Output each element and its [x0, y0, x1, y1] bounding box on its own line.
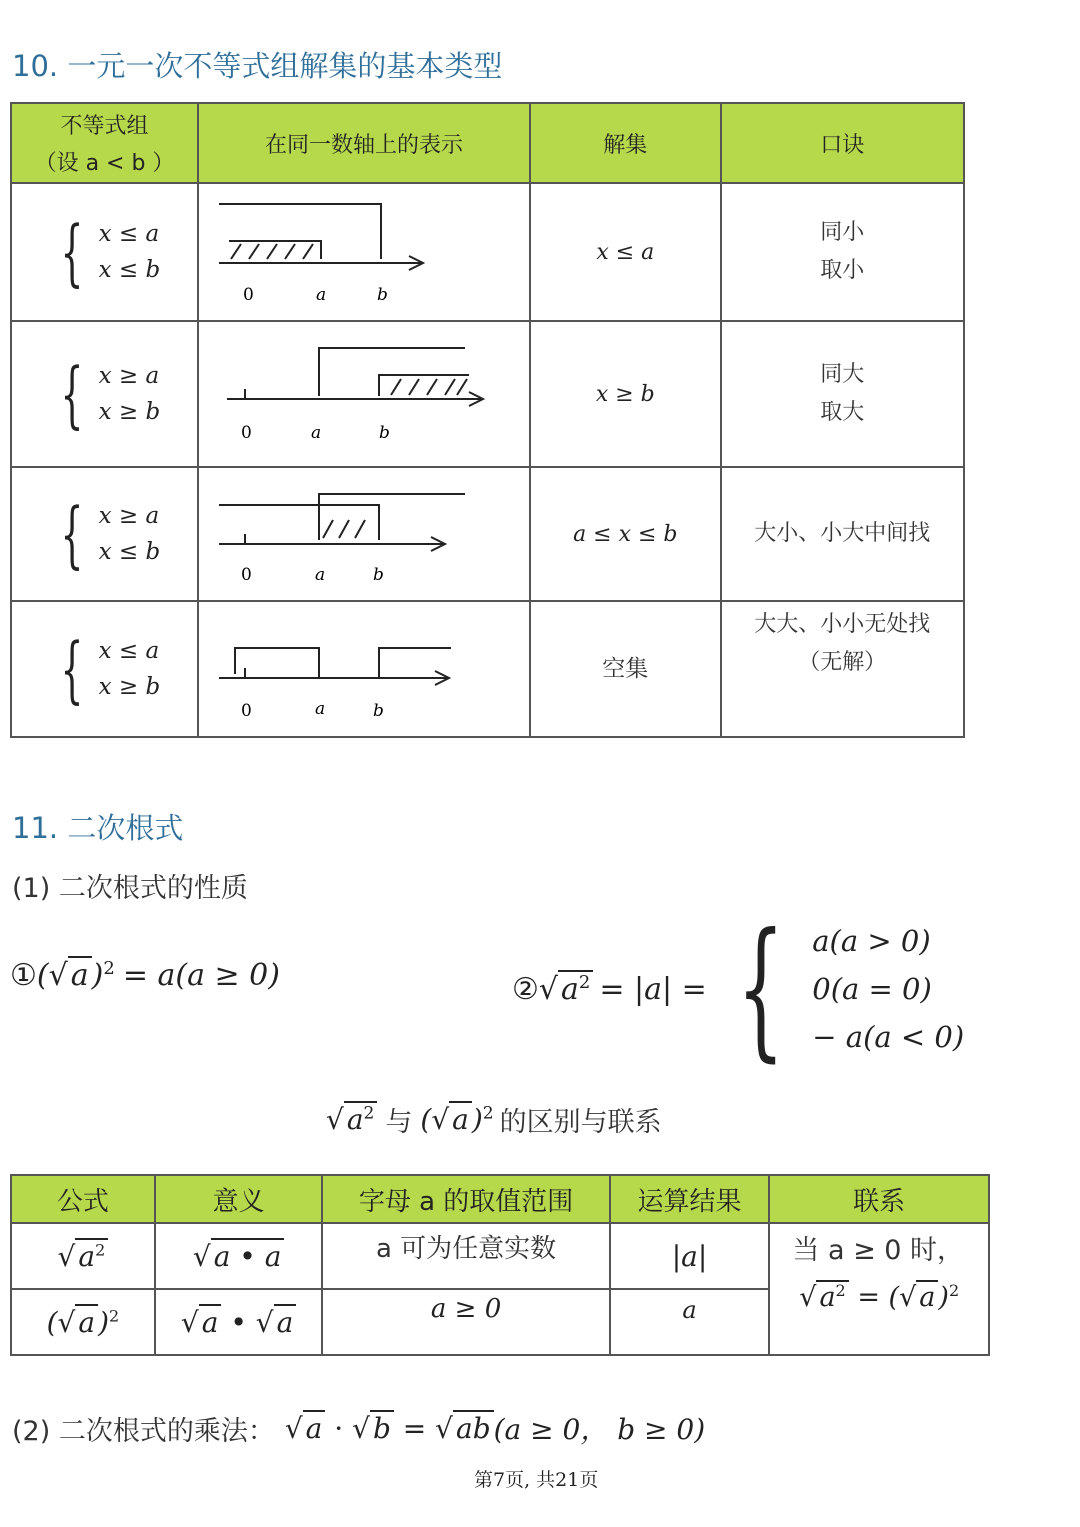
tick-label: b	[373, 701, 384, 721]
section-10-title: 10. 一元一次不等式组解集的基本类型	[12, 49, 503, 83]
numberline-cell	[198, 601, 530, 737]
multiplication-condition: (a ≥ 0， b ≥ 0)	[493, 1413, 706, 1446]
solution-cell: x ≥ b	[530, 321, 721, 467]
tick-label: b	[379, 423, 390, 443]
header-result: 运算结果	[610, 1175, 770, 1223]
header-system-line1: 不等式组	[60, 114, 149, 139]
system-line: x ≥ a	[98, 503, 160, 529]
mnemonic-line: 同小	[820, 220, 865, 245]
property-2-abs: = |a| =	[599, 971, 707, 1007]
inequality-table-header	[11, 103, 964, 183]
system-line: x ≤ a	[98, 221, 160, 247]
system-line: x ≥ b	[98, 399, 161, 425]
property-1-number: ①	[10, 958, 37, 993]
radical-table-header	[11, 1175, 989, 1223]
sqrt-of-a-squared: √ $a^2$	[539, 972, 593, 1007]
mnemonic-cell	[721, 321, 964, 467]
header-formula: 公式	[11, 1175, 155, 1223]
tick-label: 0	[241, 423, 252, 443]
tick-label: a	[315, 565, 326, 585]
number-line-diagram	[201, 468, 527, 594]
section-11-title: 11. 二次根式	[12, 811, 184, 845]
system-line: x ≥ a	[98, 363, 160, 389]
mnemonic-line: 取大	[820, 400, 865, 425]
comparison-tail: 的区别与联系	[499, 1107, 662, 1138]
system-line: x ≤ a	[98, 638, 160, 664]
table-row	[11, 601, 964, 737]
comparison-title	[326, 1100, 662, 1139]
result-cell: a	[610, 1289, 770, 1355]
range-cell: a 可为任意实数	[322, 1223, 609, 1289]
formula-cell: (√ a )$^2$	[11, 1289, 155, 1355]
sqrt-of-a-squared: √ $a^2$	[326, 1103, 377, 1136]
sqrt-a-squared: (√ a )$^2$	[36, 958, 115, 993]
table-row	[11, 1223, 989, 1289]
system-line: x ≥ b	[98, 674, 161, 700]
system-cell: { x ≤ a x ≤ b	[11, 183, 198, 321]
mnemonic-line: 大小、小大中间找	[754, 521, 931, 546]
multiplication-rule	[12, 1408, 705, 1448]
mnemonic-line: 大大、小小无处找	[754, 612, 931, 637]
header-range: 字母 a 的取值范围	[322, 1175, 609, 1223]
header-meaning: 意义	[155, 1175, 323, 1223]
numberline-cell	[198, 321, 530, 467]
property-1-result: = a(a ≥ 0)	[122, 958, 280, 993]
mnemonic-line: （无解）	[798, 650, 887, 675]
radical-table	[10, 1174, 990, 1356]
mnemonic-line: 同大	[820, 362, 865, 387]
case-line: 0(a = 0)	[812, 972, 932, 1006]
mnemonic-line: 取小	[820, 258, 865, 283]
meaning-cell: √ a • √ a	[155, 1289, 323, 1355]
solution-cell: a ≤ x ≤ b	[530, 467, 721, 601]
header-mnemonic: 口诀	[721, 103, 964, 183]
inequality-table	[10, 102, 965, 738]
sqrt-a-squared: (√ a )$^2$	[420, 1103, 494, 1136]
tick-label: a	[315, 699, 326, 719]
table-row	[11, 321, 964, 467]
system-line: x ≤ b	[98, 539, 161, 565]
tick-label: 0	[241, 565, 252, 585]
result-cell: |a|	[610, 1223, 770, 1289]
system-cell: { x ≥ a x ≥ b	[11, 321, 198, 467]
property-1	[10, 958, 280, 993]
meaning-cell: √ a • a	[155, 1223, 323, 1289]
relation-cell	[769, 1223, 989, 1355]
header-numberline: 在同一数轴上的表示	[198, 103, 530, 183]
solution-cell: x ≤ a	[530, 183, 721, 321]
numberline-cell	[198, 183, 530, 321]
numberline-cell	[198, 467, 530, 601]
solution-cell: 空集	[530, 601, 721, 737]
cases-brace: { a(a > 0) 0(a = 0) − a(a < 0)	[736, 902, 965, 1076]
relation-formula: √ $a^2$ = (√ a )$^2$	[799, 1281, 960, 1313]
relation-condition: 当 a ≥ 0 时，	[792, 1235, 965, 1266]
case-line: − a(a < 0)	[812, 1020, 965, 1054]
formula-cell: √ $a^2$	[11, 1223, 155, 1289]
range-cell: a ≥ 0	[322, 1289, 609, 1355]
multiplication-formula: √ a · √ b = √ ab	[285, 1412, 494, 1445]
case-line: a(a > 0)	[812, 924, 931, 958]
table-row	[11, 467, 964, 601]
number-line-diagram	[201, 602, 527, 730]
system-line: x ≤ b	[98, 257, 161, 283]
property-2	[512, 902, 965, 1076]
header-solution: 解集	[530, 103, 721, 183]
tick-label: b	[373, 565, 384, 585]
system-cell: { x ≤ a x ≥ b	[11, 601, 198, 737]
comparison-connector: 与	[385, 1107, 413, 1138]
tick-label: a	[316, 285, 327, 305]
tick-label: a	[311, 423, 322, 443]
mnemonic-cell	[721, 467, 964, 601]
system-cell: { x ≥ a x ≤ b	[11, 467, 198, 601]
property-title: (1) 二次根式的性质	[12, 873, 248, 904]
property-2-number: ②	[512, 971, 539, 1007]
tick-label: 0	[241, 701, 252, 721]
mnemonic-cell	[721, 601, 964, 737]
tick-label: b	[377, 285, 388, 305]
tick-label: 0	[243, 285, 254, 305]
multiplication-title: (2) 二次根式的乘法：	[12, 1415, 275, 1447]
number-line-diagram	[201, 184, 527, 314]
header-relation: 联系	[769, 1175, 989, 1223]
table-row	[11, 183, 964, 321]
header-system	[11, 103, 198, 183]
number-line-diagram	[201, 322, 527, 460]
mnemonic-cell	[721, 183, 964, 321]
page-footer: 第7页, 共21页	[474, 1469, 599, 1491]
header-system-line2: （设 a < b ）	[34, 151, 175, 176]
